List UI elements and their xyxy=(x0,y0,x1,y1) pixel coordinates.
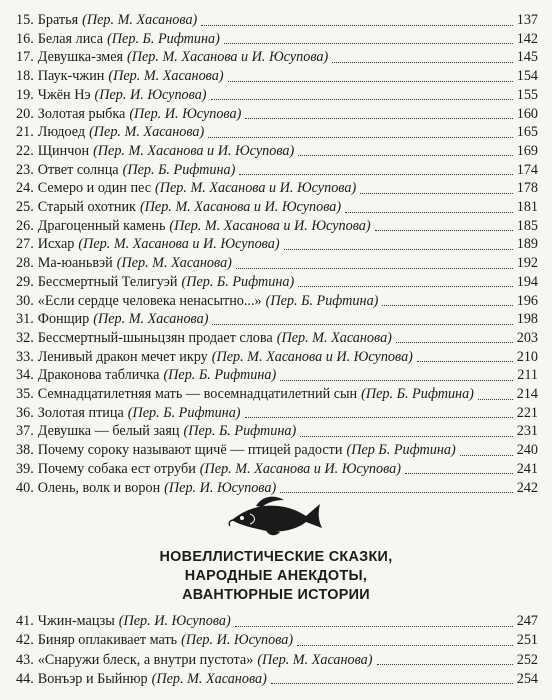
dot-leader xyxy=(460,455,513,456)
entry-number: 15. xyxy=(16,12,34,28)
entry-title: «Снаружи блеск, а внутри пустота» xyxy=(37,651,254,668)
entry-page-number: 252 xyxy=(516,651,538,668)
toc-entry[interactable] xyxy=(16,272,538,292)
entry-translator: (Пер. И. Юсупова) xyxy=(129,105,242,122)
entry-page-number: 145 xyxy=(516,49,538,66)
entry-title: Драгоценный камень xyxy=(37,217,166,234)
entry-number: 44. xyxy=(16,670,34,687)
section-title-line: АВАНТЮРНЫЕ ИСТОРИИ xyxy=(182,587,370,603)
entry-title: Старый охотник xyxy=(37,199,136,215)
entry-translator: (Пер. И. Юсупова) xyxy=(164,479,277,496)
entry-page-number: 174 xyxy=(516,161,538,178)
entry-page-number: 254 xyxy=(516,670,538,687)
dot-leader xyxy=(405,473,513,474)
dot-leader xyxy=(208,137,512,138)
entry-number: 41. xyxy=(16,613,34,629)
entry-number: 32. xyxy=(16,329,34,346)
fish-ornament-icon xyxy=(226,490,326,538)
entry-page-number: 242 xyxy=(516,479,538,496)
entry-translator: (Пер. Б. Рифтина) xyxy=(163,367,277,384)
entry-number: 34. xyxy=(16,367,34,384)
entry-page-number: 169 xyxy=(516,142,538,159)
toc-entry[interactable] xyxy=(16,216,538,236)
toc-entry[interactable] xyxy=(16,669,538,689)
toc-entry[interactable] xyxy=(16,309,538,329)
dot-leader xyxy=(417,361,513,362)
entry-number: 17. xyxy=(16,49,34,66)
dot-leader xyxy=(332,62,513,63)
entry-translator: (Пер. Б. Рифтина) xyxy=(107,30,220,47)
entry-title: Братья xyxy=(37,12,79,28)
entry-number: 39. xyxy=(16,460,34,477)
dot-leader xyxy=(300,436,512,437)
entry-page-number: 189 xyxy=(516,236,538,253)
entry-translator: (Пер. М. Хасанова и И. Юсупова) xyxy=(155,180,357,197)
entry-translator: (Пер. Б. Рифтина) xyxy=(181,273,295,290)
entry-number: 18. xyxy=(16,68,34,85)
toc-entry[interactable] xyxy=(16,66,538,86)
dot-leader xyxy=(212,324,512,325)
entry-page-number: 198 xyxy=(516,311,538,328)
entry-number: 16. xyxy=(16,30,34,47)
entry-page-number: 178 xyxy=(516,180,538,197)
entry-page-number: 247 xyxy=(516,613,538,629)
entry-title: Исхар xyxy=(37,236,75,253)
entry-number: 29. xyxy=(16,273,34,290)
toc-entry[interactable] xyxy=(16,291,538,311)
entry-translator: (Пер. Б. Рифтина) xyxy=(361,386,474,402)
entry-title: Драконова табличка xyxy=(37,367,160,384)
toc-entry[interactable] xyxy=(16,440,538,460)
entry-translator: (Пер. М. Хасанова) xyxy=(89,124,205,141)
entry-page-number: 241 xyxy=(516,460,538,477)
dot-leader xyxy=(280,380,513,381)
toc-entry[interactable] xyxy=(16,104,538,124)
dot-leader xyxy=(345,212,513,213)
entry-page-number: 142 xyxy=(516,30,538,47)
entry-title: Золотая птица xyxy=(37,404,124,421)
toc-entry[interactable] xyxy=(16,347,538,367)
entry-number: 30. xyxy=(16,292,34,309)
dot-leader xyxy=(297,645,513,646)
entry-translator: (Пер. И. Юсупова) xyxy=(94,86,207,103)
entry-page-number: 185 xyxy=(516,217,538,234)
entry-translator: (Пер. И. Юсупова) xyxy=(181,632,294,649)
dot-leader xyxy=(298,155,512,156)
entry-page-number: 137 xyxy=(516,12,538,28)
entry-number: 33. xyxy=(16,348,34,365)
dot-leader xyxy=(211,99,513,100)
section-title-line: НАРОДНЫЕ АНЕКДОТЫ, xyxy=(184,568,368,584)
entry-title: Щинчон xyxy=(37,142,90,159)
entry-title: Золотая рыбка xyxy=(37,105,126,122)
entry-translator: (Пер. Б. Рифтина) xyxy=(183,423,297,440)
dot-leader xyxy=(245,417,513,418)
entry-title: Бессмертный Телигуэй xyxy=(37,273,178,290)
entry-page-number: 154 xyxy=(516,68,538,85)
toc-entry[interactable] xyxy=(16,47,538,67)
toc-entry[interactable] xyxy=(16,611,538,631)
entry-translator: (Пер. И. Юсупова) xyxy=(118,613,231,629)
entry-translator: (Пер. М. Хасанова и И. Юсупова) xyxy=(139,199,342,215)
entry-translator: (Пер. Б. Рифтина) xyxy=(127,404,241,421)
entry-page-number: 165 xyxy=(516,124,538,141)
dot-leader xyxy=(239,174,512,175)
entry-page-number: 251 xyxy=(516,632,538,649)
entry-title: Ма-юаньвэй xyxy=(37,255,113,272)
toc-entry[interactable] xyxy=(16,29,538,49)
toc-entry[interactable] xyxy=(16,384,538,404)
toc-entry[interactable] xyxy=(16,630,538,650)
dot-leader xyxy=(360,193,513,194)
entry-title: Почему сороку называют щичё — птицей радости xyxy=(37,442,343,459)
entry-number: 36. xyxy=(16,404,34,421)
entry-translator: (Пер. М. Хасанова) xyxy=(108,68,224,85)
entry-translator: (Пер. М. Хасанова и И. Юсупова) xyxy=(169,217,371,234)
entry-title: Почему собака ест отруби xyxy=(37,460,196,477)
entry-page-number: 211 xyxy=(517,367,538,384)
entry-translator: (Пер. М. Хасанова) xyxy=(82,12,198,28)
toc-entry[interactable] xyxy=(16,85,538,105)
entry-title: Вонъэр и Быйнюр xyxy=(37,670,148,687)
entry-translator: (Пер. М. Хасанова и И. Юсупова) xyxy=(127,49,329,66)
entry-title: Бессмертный-шыньцзян продает слова xyxy=(37,329,273,346)
toc-entry[interactable] xyxy=(16,197,538,217)
entry-title: Девушка — белый заяц xyxy=(37,423,180,440)
toc-entry[interactable] xyxy=(16,141,538,161)
dot-leader xyxy=(224,43,513,44)
dot-leader xyxy=(396,342,513,343)
dot-leader xyxy=(271,683,513,684)
entry-number: 23. xyxy=(16,161,34,178)
dot-leader xyxy=(235,626,513,627)
toc-entry[interactable] xyxy=(16,122,538,142)
entry-translator: (Пер. М. Хасанова) xyxy=(116,255,232,272)
entry-title: Паук-чжин xyxy=(37,68,105,85)
toc-entry[interactable] xyxy=(16,253,538,273)
entry-translator: (Пер. М. Хасанова) xyxy=(276,329,392,346)
dot-leader xyxy=(298,286,512,287)
entry-number: 37. xyxy=(16,423,34,440)
entry-title: Ответ солнца xyxy=(37,161,119,178)
entry-number: 19. xyxy=(16,86,34,103)
entry-title: Чжин-мацзы xyxy=(37,613,115,629)
entry-translator: (Пер. Б. Рифтина) xyxy=(122,161,236,178)
dot-leader xyxy=(478,399,513,400)
dot-leader xyxy=(245,118,512,119)
entry-number: 20. xyxy=(16,105,34,122)
entry-page-number: 155 xyxy=(516,86,538,103)
entry-translator: (Пер. М. Хасанова и И. Юсупова) xyxy=(78,236,280,253)
toc-entry[interactable] xyxy=(16,160,538,180)
entry-page-number: 240 xyxy=(516,442,538,459)
entry-title: Олень, волк и ворон xyxy=(37,479,161,496)
entry-page-number: 192 xyxy=(516,255,538,272)
entry-number: 35. xyxy=(16,386,34,402)
entry-number: 27. xyxy=(16,236,34,253)
section-title-line: НОВЕЛЛИСТИЧЕСКИЕ СКАЗКИ, xyxy=(159,549,393,565)
entry-title: Биняр оплакивает мать xyxy=(37,632,178,649)
entry-title: Ленивый дракон мечет икру xyxy=(37,348,208,365)
entry-number: 42. xyxy=(16,632,34,649)
toc-entry[interactable] xyxy=(16,328,538,348)
toc-entry[interactable] xyxy=(16,459,538,479)
entry-page-number: 210 xyxy=(516,348,538,365)
toc-entry[interactable] xyxy=(16,421,538,441)
entry-title: Фонщир xyxy=(37,311,90,328)
entry-title: «Если сердце человека ненасытно...» xyxy=(37,292,262,309)
entry-number: 25. xyxy=(16,199,34,215)
entry-page-number: 196 xyxy=(516,292,538,309)
entry-translator: (Пер. Б. Рифтина) xyxy=(265,292,379,309)
entry-number: 38. xyxy=(16,442,34,459)
entry-page-number: 221 xyxy=(516,404,538,421)
entry-number: 22. xyxy=(16,142,34,159)
dot-leader xyxy=(201,25,512,26)
toc-entry[interactable] xyxy=(16,403,538,423)
entry-translator: (Пер. М. Хасанова) xyxy=(93,311,209,328)
toc-entry[interactable] xyxy=(16,178,538,198)
dot-leader xyxy=(284,249,513,250)
toc-entry[interactable] xyxy=(16,650,538,670)
entry-translator: (Пер. М. Хасанова) xyxy=(151,670,267,687)
dot-leader xyxy=(236,268,513,269)
entry-translator: (Пер. М. Хасанова и И. Юсупова) xyxy=(211,348,413,365)
entry-title: Чжён Нэ xyxy=(37,86,91,103)
toc-entry[interactable] xyxy=(16,365,538,385)
entry-title: Людоед xyxy=(37,124,86,141)
entry-number: 24. xyxy=(16,180,34,197)
entry-number: 43. xyxy=(16,651,34,668)
entry-number: 26. xyxy=(16,217,34,234)
entry-translator: (Пер. М. Хасанова и И. Юсупова) xyxy=(93,142,295,159)
entry-page-number: 181 xyxy=(516,199,538,215)
entry-page-number: 214 xyxy=(516,386,538,402)
entry-page-number: 231 xyxy=(516,423,538,440)
entry-title: Семнадцатилетняя мать — восемнадцатилетний сын xyxy=(37,386,358,402)
entry-translator: (Пер. М. Хасанова и И. Юсупова) xyxy=(199,460,401,477)
entry-page-number: 160 xyxy=(516,105,538,122)
entry-title: Белая лиса xyxy=(37,30,104,47)
toc-entry[interactable] xyxy=(16,234,538,254)
entry-page-number: 194 xyxy=(516,273,538,290)
entry-number: 40. xyxy=(16,479,34,496)
entry-number: 21. xyxy=(16,124,34,141)
entry-title: Семеро и один пес xyxy=(37,180,151,197)
toc-entry[interactable] xyxy=(16,10,538,30)
entry-translator: (Пер. М. Хасанова) xyxy=(257,651,373,668)
entry-number: 31. xyxy=(16,311,34,328)
entry-number: 28. xyxy=(16,255,34,272)
dot-leader xyxy=(375,230,513,231)
entry-page-number: 203 xyxy=(516,329,538,346)
dot-leader xyxy=(228,81,513,82)
entry-translator: (Пер Б. Рифтина) xyxy=(346,442,456,459)
dot-leader xyxy=(377,664,513,665)
dot-leader xyxy=(382,305,512,306)
entry-title: Девушка-змея xyxy=(37,49,124,66)
